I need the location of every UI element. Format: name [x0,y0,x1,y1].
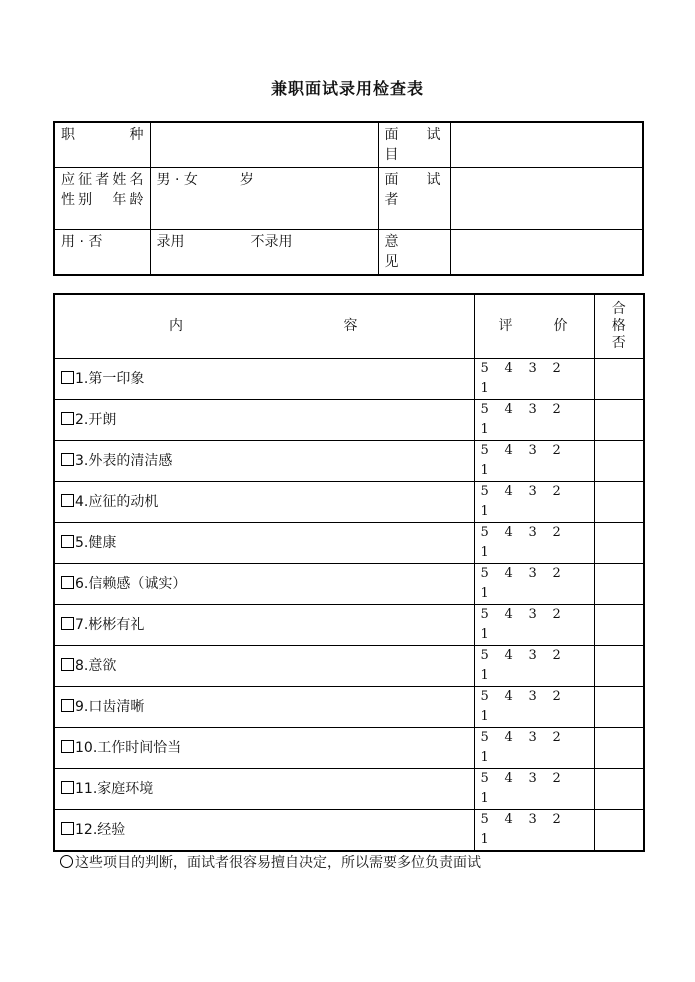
score-cell [474,358,594,399]
score-option[interactable]: 3 [528,770,537,786]
table-row [54,768,644,809]
score-option[interactable]: 4 [504,565,513,581]
score-cell [474,768,594,809]
score-option[interactable]: 5 [480,647,489,663]
pass-cell[interactable] [594,481,644,522]
table-row [54,563,644,604]
checkbox[interactable] [61,699,74,712]
decision-field[interactable] [150,230,378,276]
interviewer-label: 面 试 者 [378,168,450,230]
score-cell [474,686,594,727]
reject-option[interactable]: 不录用 [250,234,293,250]
score-option[interactable]: 1 [480,667,489,683]
score-cell [474,645,594,686]
criterion-label: 12.经验 [75,821,126,838]
table-row [54,399,644,440]
score-option[interactable]: 3 [528,729,537,745]
pass-cell[interactable] [594,522,644,563]
score-option[interactable]: 2 [552,524,561,540]
table-row [54,727,644,768]
checkbox[interactable] [61,494,74,507]
score-option[interactable]: 1 [480,421,489,437]
score-cell [474,481,594,522]
pass-cell[interactable] [594,399,644,440]
pass-cell[interactable] [594,604,644,645]
gender-age-field[interactable]: 男 · 女 岁 [150,168,378,230]
criterion-cell [54,686,474,727]
score-option[interactable]: 2 [552,360,561,376]
table-row [54,809,644,851]
criterion-cell [54,481,474,522]
criterion-label: 8.意欲 [75,657,117,674]
pass-cell[interactable] [594,645,644,686]
score-cell [474,604,594,645]
pass-cell[interactable] [594,686,644,727]
score-option[interactable]: 5 [480,688,489,704]
score-option[interactable]: 5 [480,565,489,581]
score-option[interactable]: 2 [552,729,561,745]
table-row [54,604,644,645]
score-option[interactable]: 5 [480,401,489,417]
score-cell [474,727,594,768]
score-option[interactable]: 1 [480,380,489,396]
criterion-cell [54,727,474,768]
score-option[interactable]: 1 [480,585,489,601]
pass-cell[interactable] [594,440,644,481]
checkbox[interactable] [61,453,74,466]
score-option[interactable]: 2 [552,565,561,581]
job-field[interactable] [150,122,378,168]
criterion-cell [54,399,474,440]
criterion-label: 4.应征的动机 [75,493,159,510]
score-option[interactable]: 4 [504,647,513,663]
criterion-cell [54,768,474,809]
table-row [54,358,644,399]
score-option[interactable]: 5 [480,606,489,622]
content-header: 内 容 [54,294,474,358]
score-option[interactable]: 5 [480,524,489,540]
score-option[interactable]: 2 [552,770,561,786]
pass-cell[interactable] [594,809,644,851]
score-option[interactable]: 3 [528,401,537,417]
decision-label: 用 · 否 [54,230,150,276]
criterion-label: 11.家庭环境 [75,780,154,797]
opinion-field[interactable] [450,230,643,276]
score-option[interactable]: 2 [552,442,561,458]
table-row [54,645,644,686]
score-cell [474,563,594,604]
score-cell [474,522,594,563]
score-option[interactable]: 3 [528,360,537,376]
pass-cell[interactable] [594,768,644,809]
score-option[interactable]: 4 [504,442,513,458]
score-option[interactable]: 1 [480,462,489,478]
score-option[interactable]: 3 [528,647,537,663]
table-row [54,686,644,727]
applicant-info-table [53,121,644,276]
score-option[interactable]: 3 [528,442,537,458]
table-row [54,481,644,522]
criterion-cell [54,440,474,481]
criterion-cell [54,645,474,686]
score-option[interactable]: 5 [480,483,489,499]
interview-item-label: 面 试 目 [378,122,450,168]
criterion-label: 5.健康 [75,534,117,551]
score-option[interactable]: 3 [528,606,537,622]
checkbox[interactable] [61,781,74,794]
score-option[interactable]: 2 [552,606,561,622]
checkbox[interactable] [61,617,74,630]
criterion-cell [54,809,474,851]
criterion-label: 1.第一印象 [75,370,145,387]
pass-cell[interactable] [594,727,644,768]
score-option[interactable]: 5 [480,770,489,786]
evaluation-table [53,293,645,852]
pass-cell[interactable] [594,358,644,399]
score-option[interactable]: 4 [504,606,513,622]
score-option[interactable]: 4 [504,360,513,376]
circle-bullet-icon [60,855,73,868]
table-row [54,522,644,563]
score-option[interactable]: 1 [480,544,489,560]
score-option[interactable]: 3 [528,483,537,499]
score-option[interactable]: 4 [504,811,513,827]
criterion-label: 9.口齿清晰 [75,698,145,715]
pass-cell[interactable] [594,563,644,604]
hire-option[interactable]: 录用 [156,234,185,250]
score-option[interactable]: 1 [480,749,489,765]
score-option[interactable]: 4 [504,688,513,704]
score-option[interactable]: 4 [504,729,513,745]
interviewer-field[interactable] [450,168,643,230]
score-option[interactable]: 2 [552,401,561,417]
score-cell [474,440,594,481]
score-option[interactable]: 1 [480,708,489,724]
criterion-cell [54,563,474,604]
criterion-label: 6.信赖感（诚实） [75,575,187,592]
applicant-label: 应征者姓名性别 年龄 [54,168,150,230]
evaluation-header: 评 价 [474,294,594,358]
score-option[interactable]: 3 [528,565,537,581]
score-cell [474,809,594,851]
checkbox[interactable] [61,371,74,384]
score-option[interactable]: 5 [480,360,489,376]
checkbox[interactable] [61,822,74,835]
score-option[interactable]: 1 [480,503,489,519]
score-option[interactable]: 1 [480,831,489,847]
score-option[interactable]: 3 [528,524,537,540]
score-option[interactable]: 2 [552,483,561,499]
page-title: 兼职面试录用检查表 [270,79,424,98]
score-option[interactable]: 1 [480,790,489,806]
pass-header: 合格否 [594,294,644,358]
interview-item-field[interactable] [450,122,643,168]
opinion-label: 意 见 [378,230,450,276]
score-option[interactable]: 2 [552,811,561,827]
criterion-cell [54,358,474,399]
criterion-label: 10.工作时间恰当 [75,739,182,756]
score-option[interactable]: 3 [528,811,537,827]
score-option[interactable]: 4 [504,770,513,786]
criterion-label: 3.外表的清洁感 [75,452,173,469]
score-option[interactable]: 1 [480,626,489,642]
criterion-label: 7.彬彬有礼 [75,616,145,633]
criterion-cell [54,604,474,645]
footnote: 这些项目的判断，面试者很容易擅自决定，所以需要多位负责面试 [60,852,481,872]
score-option[interactable]: 5 [480,811,489,827]
criterion-label: 2.开朗 [75,411,117,428]
score-option[interactable]: 5 [480,442,489,458]
checkbox[interactable] [61,535,74,548]
checkbox[interactable] [61,740,74,753]
score-option[interactable]: 2 [552,647,561,663]
score-option[interactable]: 4 [504,401,513,417]
score-option[interactable]: 4 [504,524,513,540]
score-option[interactable]: 4 [504,483,513,499]
score-option[interactable]: 5 [480,729,489,745]
criterion-cell [54,522,474,563]
checkbox[interactable] [61,576,74,589]
checkbox[interactable] [61,412,74,425]
job-label: 职 种 [54,122,150,168]
table-row [54,440,644,481]
score-option[interactable]: 3 [528,688,537,704]
checkbox[interactable] [61,658,74,671]
score-cell [474,399,594,440]
score-option[interactable]: 2 [552,688,561,704]
